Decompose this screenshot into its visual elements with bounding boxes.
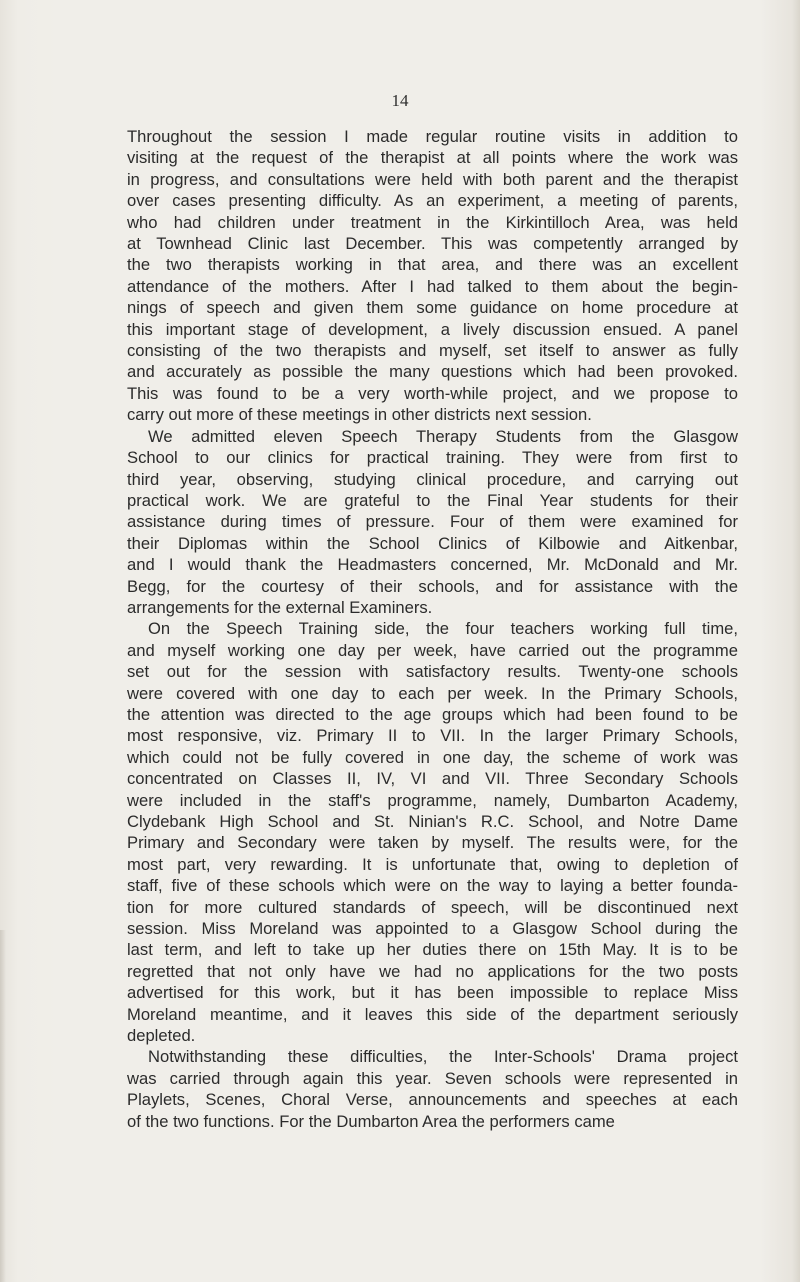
text-line: Primary and Secondary were taken by myself. The results were, for the	[127, 833, 738, 853]
text-line: most responsive, viz. Primary II to VII. In the larger Primary Schools,	[127, 726, 738, 746]
text-line: their Diplomas within the School Clinics of Kilbowie and Aitkenbar,	[127, 533, 738, 553]
text-line: carry out more of these meetings in other districts next session.	[127, 405, 592, 425]
text-line: concentrated on Classes II, IV, VI and VII. Three Secondary Schools	[127, 769, 738, 789]
text-line: and I would thank the Headmasters concerned, Mr. McDonald and Mr.	[127, 555, 738, 575]
text-line: We admitted eleven Speech Therapy Students from the Glasgow	[148, 426, 738, 446]
text-line: On the Speech Training side, the four teachers working full time,	[148, 619, 738, 639]
page-number: 14	[391, 91, 409, 110]
paragraph-3	[127, 618, 738, 1046]
text-line: depleted.	[127, 1026, 196, 1046]
body-text	[127, 126, 738, 1132]
text-line: consisting of the two therapists and myself, set itself to answer as fully	[127, 341, 738, 361]
text-line: Moreland meantime, and it leaves this side of the department seriously	[127, 1004, 738, 1024]
text-line: nings of speech and given them some guidance on home procedure at	[127, 298, 738, 318]
text-line: session. Miss Moreland was appointed to a Glasgow School during the	[127, 919, 738, 939]
text-line: last term, and left to take up her duties there on 15th May. It is to be	[127, 940, 738, 960]
text-line: Notwithstanding these difficulties, the Inter-Schools' Drama project	[148, 1047, 738, 1067]
text-line: which could not be fully covered in one day, the scheme of work was	[127, 747, 738, 767]
text-line: This was found to be a very worth-while project, and we propose to	[127, 383, 738, 403]
page-edge-shadow	[0, 930, 6, 1282]
text-line: set out for the session with satisfactory results. Twenty-one schools	[127, 662, 738, 682]
text-line: third year, observing, studying clinical procedure, and carrying out	[127, 469, 738, 489]
text-line: were included in the staff's programme, namely, Dumbarton Academy,	[127, 790, 738, 810]
text-line: arrangements for the external Examiners.	[127, 597, 433, 617]
text-line: in progress, and consultations were held with both parent and the therapist	[127, 169, 738, 189]
text-line: who had children under treatment in the Kirkintilloch Area, was held	[127, 212, 738, 232]
text-line: at Townhead Clinic last December. This was competently arranged by	[127, 234, 738, 254]
text-line: practical work. We are grateful to the Final Year students for their	[127, 490, 738, 510]
paragraph-2	[127, 426, 738, 619]
text-line: this important stage of development, a lively discussion ensued. A panel	[127, 319, 738, 339]
paragraph-4	[127, 1046, 738, 1132]
text-line: and accurately as possible the many questions which had been provoked.	[127, 362, 738, 382]
text-line: was carried through again this year. Seven schools were represented in	[127, 1068, 738, 1088]
text-line: regretted that not only have we had no applications for the two posts	[127, 961, 738, 981]
text-line: most part, very rewarding. It is unfortunate that, owing to depletion of	[127, 854, 738, 874]
text-line: Begg, for the courtesy of their schools, and for assistance with the	[127, 576, 738, 596]
paragraph-1	[127, 126, 738, 426]
text-line: assistance during times of pressure. Four of them were examined for	[127, 512, 738, 532]
text-line: attendance of the mothers. After I had talked to them about the begin-	[127, 276, 738, 296]
text-line: Throughout the session I made regular routine visits in addition to	[127, 127, 738, 146]
text-line: Clydebank High School and St. Ninian's R.C. School, and Notre Dame	[127, 812, 738, 831]
text-line: were covered with one day to each per week. In the Primary Schools,	[127, 683, 738, 703]
text-line: staff, five of these schools which were on the way to laying a better founda-	[127, 876, 738, 896]
text-line: the attention was directed to the age groups which had been found to be	[127, 704, 738, 724]
text-line: of the two functions. For the Dumbarton Area the performers came	[127, 1111, 615, 1131]
text-line: and myself working one day per week, have carried out the programme	[127, 640, 738, 660]
text-line: tion for more cultured standards of speech, will be discontinued next	[127, 897, 738, 917]
text-line: the two therapists working in that area, and there was an excellent	[127, 255, 738, 275]
text-line: Playlets, Scenes, Choral Verse, announcements and speeches at each	[127, 1090, 738, 1110]
text-line: School to our clinics for practical training. They were from first to	[127, 448, 738, 468]
text-line: over cases presenting difficulty. As an experiment, a meeting of parents,	[127, 191, 738, 211]
text-line: visiting at the request of the therapist at all points where the work was	[127, 148, 738, 168]
text-line: advertised for this work, but it has been impossible to replace Miss	[127, 983, 738, 1003]
